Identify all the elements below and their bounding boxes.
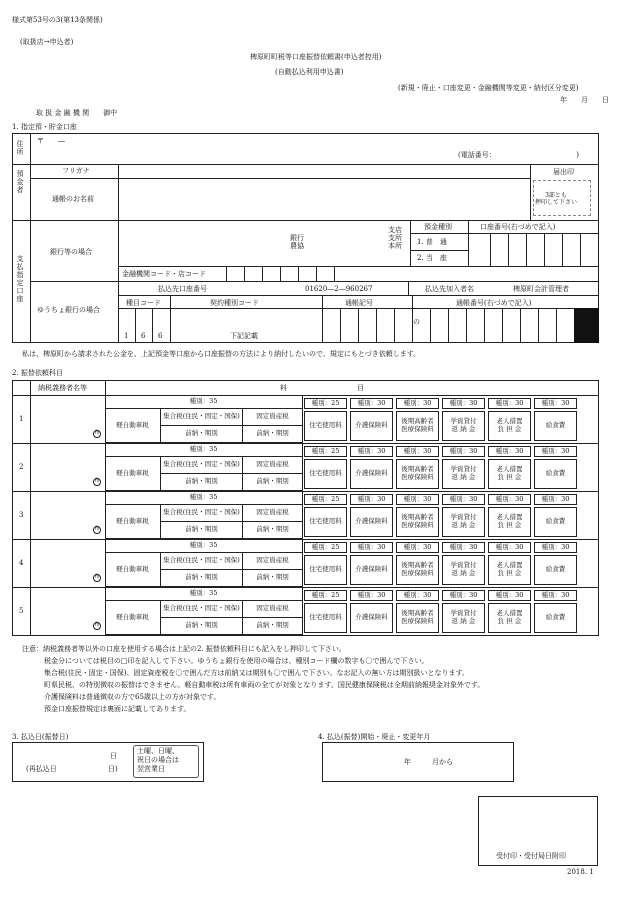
form-title: 椑原町町税等口座振替依頼書(申込者控用): [250, 53, 382, 61]
note-3: 集合税(住民・固定・国保)、固定資産税を〇で囲んだ方は前納又は期別も〇で囲んで下さい。なお記入の無い方は期別扱いとなります。: [44, 669, 469, 677]
seal-label: 届出印: [553, 168, 574, 176]
reday-label: (再払込日: [26, 765, 57, 773]
note-2: 税金分については税目の□印を記入して下さい。ゆうちょ銀行を使用の場合は、種別コード欄の数字も〇で囲んで下さい。: [44, 657, 429, 665]
light-vehicle-tax[interactable]: 軽自動車税: [105, 553, 161, 587]
elderly-medical[interactable]: 後期高齢者 医療保険料: [396, 411, 439, 441]
payee-name-label: 払込先加入者名: [425, 285, 474, 293]
property-tax[interactable]: 固定資産税: [243, 409, 303, 426]
section3-heading: 3. 払込日(振替日): [12, 733, 69, 741]
row-number: 3: [19, 511, 24, 519]
loan-repayment-type[interactable]: 種別：30: [442, 446, 485, 457]
col-taxpayer-name: 納税義務者名等: [38, 384, 87, 392]
receipt-stamp-label: 受付印・受付局日附印: [496, 852, 566, 860]
loan-repayment-type[interactable]: 種別：30: [442, 398, 485, 409]
elderly-medical[interactable]: 後期高齢者 医療保険料: [396, 555, 439, 585]
loan-repayment[interactable]: 学資貸付 返 納 金: [442, 459, 485, 489]
care-insurance-type[interactable]: 種別：30: [350, 398, 393, 409]
light-vehicle-tax[interactable]: 軽自動車税: [105, 457, 161, 491]
row-number: 1: [19, 415, 24, 423]
care-insurance-type[interactable]: 種別：30: [350, 494, 393, 505]
housing-fee[interactable]: 住宅使用料: [304, 459, 347, 489]
school-meal-type[interactable]: 種別：30: [534, 446, 577, 457]
start-month-value: 年 月から: [404, 758, 453, 766]
school-meal-type[interactable]: 種別：30: [534, 542, 577, 553]
elder-relief[interactable]: 老人措置 負 担 金: [488, 459, 531, 489]
form-date: 年 月 日: [560, 96, 609, 104]
elder-relief[interactable]: 老人措置 負 担 金: [488, 603, 531, 633]
elderly-medical-type[interactable]: 種別：30: [396, 542, 439, 553]
account-number-header: 口座番号(右づめで記入): [480, 223, 556, 231]
housing-fee-type[interactable]: 種別：25: [304, 398, 347, 409]
housing-fee[interactable]: 住宅使用料: [304, 507, 347, 537]
elder-relief-type[interactable]: 種別：30: [488, 542, 531, 553]
type-code-label: 種目コード: [126, 299, 161, 307]
loan-repayment[interactable]: 学資貸付 返 納 金: [442, 555, 485, 585]
elderly-medical[interactable]: 後期高齢者 医療保険料: [396, 507, 439, 537]
school-meal-type[interactable]: 種別：30: [534, 590, 577, 601]
note-4: 町県民税、の特別徴収の振替はできません。軽自動車税は所有車両の全てが対象となります。国民健康保険税は全期前納報奨金対象外です。: [44, 681, 485, 689]
bank-case-label: 銀行等の場合: [50, 248, 92, 256]
yucho-case-label: ゆうちょ銀行の場合: [37, 306, 100, 314]
postal-code-field[interactable]: 〒 ―: [37, 137, 65, 145]
seal-mark-icon: 印: [94, 574, 100, 581]
contract-note: 下記記載: [230, 332, 258, 340]
housing-fee-type[interactable]: 種別：25: [304, 590, 347, 601]
row-number: 2: [19, 463, 24, 471]
elder-relief[interactable]: 老人措置 負 担 金: [488, 555, 531, 585]
loan-repayment-type[interactable]: 種別：30: [442, 542, 485, 553]
property-tax[interactable]: 固定資産税: [243, 505, 303, 522]
school-meal-type[interactable]: 種別：30: [534, 494, 577, 505]
type-digit-3: 6: [158, 332, 163, 340]
care-insurance[interactable]: 介護保険料: [350, 555, 393, 585]
reday-day: 日): [108, 765, 118, 773]
housing-fee[interactable]: 住宅使用料: [304, 603, 347, 633]
passbook-number-label: 通帳番号(右づめで記入): [456, 299, 532, 307]
care-insurance[interactable]: 介護保険料: [350, 459, 393, 489]
elderly-medical-type[interactable]: 種別：30: [396, 590, 439, 601]
combined-tax-period[interactable]: 前納・期別: [161, 618, 243, 635]
combined-tax[interactable]: 集合税(住民・固定・国保): [161, 553, 243, 570]
property-tax[interactable]: 固定資産税: [243, 601, 303, 618]
section2-heading: 2. 振替依頼科目: [12, 369, 63, 377]
property-tax-period[interactable]: 前納・期別: [243, 570, 303, 587]
elder-relief-type[interactable]: 種別：30: [488, 590, 531, 601]
elder-relief[interactable]: 老人措置 負 担 金: [488, 411, 531, 441]
form-number: 様式第53号の3(第13条関係): [12, 16, 103, 24]
elderly-medical[interactable]: 後期高齢者 医療保険料: [396, 603, 439, 633]
light-vehicle-tax[interactable]: 軽自動車税: [105, 601, 161, 635]
row-number: 5: [19, 607, 24, 615]
property-tax-period[interactable]: 前納・期別: [243, 426, 303, 443]
note-5: 介護保険料は普通徴収の方で65歳以上の方が対象です。: [44, 693, 221, 701]
payment-day-label: 日: [110, 752, 117, 760]
furigana-label: フリガナ: [62, 167, 90, 175]
care-insurance-type[interactable]: 種別：30: [350, 590, 393, 601]
elderly-medical[interactable]: 後期高齢者 医療保険料: [396, 459, 439, 489]
type-35-cell[interactable]: 種別：35: [105, 491, 303, 505]
elder-relief-type[interactable]: 種別：30: [488, 494, 531, 505]
combined-tax[interactable]: 集合税(住民・固定・国保): [161, 457, 243, 474]
payee-account-number: 01620―2―960267: [305, 285, 373, 293]
address-label: 住所: [16, 140, 25, 156]
phone-field[interactable]: (電話番号： ): [458, 151, 579, 159]
type-digit-2: 6: [141, 332, 146, 340]
light-vehicle-tax[interactable]: 軽自動車税: [105, 505, 161, 539]
type-35-cell[interactable]: 種別：35: [105, 443, 303, 457]
contract-code-label: 契約種別コード: [210, 299, 259, 307]
loan-repayment-type[interactable]: 種別：30: [442, 494, 485, 505]
housing-fee[interactable]: 住宅使用料: [304, 411, 347, 441]
seal-mark-icon: 印: [94, 478, 100, 485]
branch-type: 支店 支所 本所: [388, 226, 402, 251]
elderly-medical-type[interactable]: 種別：30: [396, 446, 439, 457]
property-tax-period[interactable]: 前納・期別: [243, 618, 303, 635]
combined-tax-period[interactable]: 前納・期別: [161, 474, 243, 491]
elderly-medical-type[interactable]: 種別：30: [396, 494, 439, 505]
school-meal[interactable]: 給食費: [534, 603, 577, 633]
bank-code-label: 金融機関コード・店コード: [122, 270, 206, 278]
housing-fee-type[interactable]: 種別：25: [304, 494, 347, 505]
payee-account-label: 払込先口座番号: [158, 285, 207, 293]
property-tax[interactable]: 固定資産税: [243, 457, 303, 474]
care-insurance-type[interactable]: 種別：30: [350, 446, 393, 457]
school-meal[interactable]: 給食費: [534, 555, 577, 585]
section4-heading: 4. 払込(振替)開始・廃止・変更年月: [318, 733, 431, 741]
combined-tax-period[interactable]: 前納・期別: [161, 522, 243, 539]
loan-repayment[interactable]: 学資貸付 返 納 金: [442, 603, 485, 633]
seal-mark-icon: 印: [94, 622, 100, 629]
loan-repayment[interactable]: 学資貸付 返 納 金: [442, 507, 485, 537]
type-35-cell[interactable]: 種別：35: [105, 395, 303, 409]
elderly-medical-type[interactable]: 種別：30: [396, 398, 439, 409]
school-meal-type[interactable]: 種別：30: [534, 398, 577, 409]
type-35-cell[interactable]: 種別：35: [105, 587, 303, 601]
care-insurance[interactable]: 介護保険料: [350, 603, 393, 633]
payment-account-label: 支払指定口座: [16, 255, 25, 303]
housing-fee[interactable]: 住宅使用料: [304, 555, 347, 585]
form-route: (取扱店→申込者): [20, 38, 74, 46]
deposit-ordinary[interactable]: 1. 普 通: [417, 238, 447, 246]
request-categories: (新規・廃止・口座変更・金融機関等変更・納付区分変更): [398, 84, 579, 92]
light-vehicle-tax[interactable]: 軽自動車税: [105, 409, 161, 443]
holiday-note: 土曜、日曜、 祝日の場合は 翌営業日: [137, 747, 179, 774]
housing-fee-type[interactable]: 種別：25: [304, 446, 347, 457]
elder-relief[interactable]: 老人措置 負 担 金: [488, 507, 531, 537]
section1-heading: 1. 指定預・貯金口座: [12, 123, 77, 131]
col-items: 料 目: [280, 384, 364, 392]
addressee: 取 扱 金 融 機 関 御中: [36, 109, 118, 117]
school-meal[interactable]: 給食費: [534, 411, 577, 441]
school-meal[interactable]: 給食費: [534, 507, 577, 537]
elder-relief-type[interactable]: 種別：30: [488, 398, 531, 409]
no-character: の: [413, 318, 420, 326]
deposit-type-label: 預金種別: [424, 223, 452, 231]
row-number: 4: [19, 559, 24, 567]
care-insurance[interactable]: 介護保険料: [350, 507, 393, 537]
property-tax-period[interactable]: 前納・期別: [243, 474, 303, 491]
seal-mark-icon: 印: [94, 526, 100, 533]
account-name-label: 通帳のお名前: [52, 195, 94, 203]
school-meal[interactable]: 給食費: [534, 459, 577, 489]
combined-tax[interactable]: 集合税(住民・固定・国保): [161, 505, 243, 522]
loan-repayment[interactable]: 学資貸付 返 納 金: [442, 411, 485, 441]
care-insurance-type[interactable]: 種別：30: [350, 542, 393, 553]
payee-name: 椑原町会計管理者: [513, 285, 569, 293]
form-version: 2018. 1: [567, 868, 594, 876]
note-6: 預金口座振替規定は裏面に記載してあります。: [44, 705, 191, 713]
property-tax[interactable]: 固定資産税: [243, 553, 303, 570]
care-insurance[interactable]: 介護保険料: [350, 411, 393, 441]
form-subtitle: (自動払込利用申込書): [275, 68, 344, 76]
note-1: 注意：納税義務者等以外の口座を使用する場合は上記の2. 振替依頼科目にも記入をし押印して下さい。: [22, 645, 346, 653]
combined-tax[interactable]: 集合税(住民・固定・国保): [161, 409, 243, 426]
combined-tax-period[interactable]: 前納・期別: [161, 426, 243, 443]
housing-fee-type[interactable]: 種別：25: [304, 542, 347, 553]
type-35-cell[interactable]: 種別：35: [105, 539, 303, 553]
bank-type: 銀行 農協: [290, 234, 304, 251]
passbook-symbol-label: 通帳記号: [345, 299, 373, 307]
blocked-cell: [574, 308, 599, 343]
combined-tax[interactable]: 集合税(住民・固定・国保): [161, 601, 243, 618]
depositor-label: 預金者: [16, 170, 25, 194]
declaration: 私は、椑原町から請求された公金を、上記預金等口座から口座振替の方法により納付したいので、規定にもとづき依頼します。: [22, 350, 421, 358]
elder-relief-type[interactable]: 種別：30: [488, 446, 531, 457]
type-digit-1: 1: [124, 332, 129, 340]
seal-note: 3部とも 押印して下さい: [535, 192, 578, 206]
combined-tax-period[interactable]: 前納・期別: [161, 570, 243, 587]
seal-mark-icon: 印: [94, 430, 100, 437]
loan-repayment-type[interactable]: 種別：30: [442, 590, 485, 601]
property-tax-period[interactable]: 前納・期別: [243, 522, 303, 539]
seal-box[interactable]: [533, 180, 591, 216]
deposit-current[interactable]: 2. 当 座: [417, 254, 447, 262]
